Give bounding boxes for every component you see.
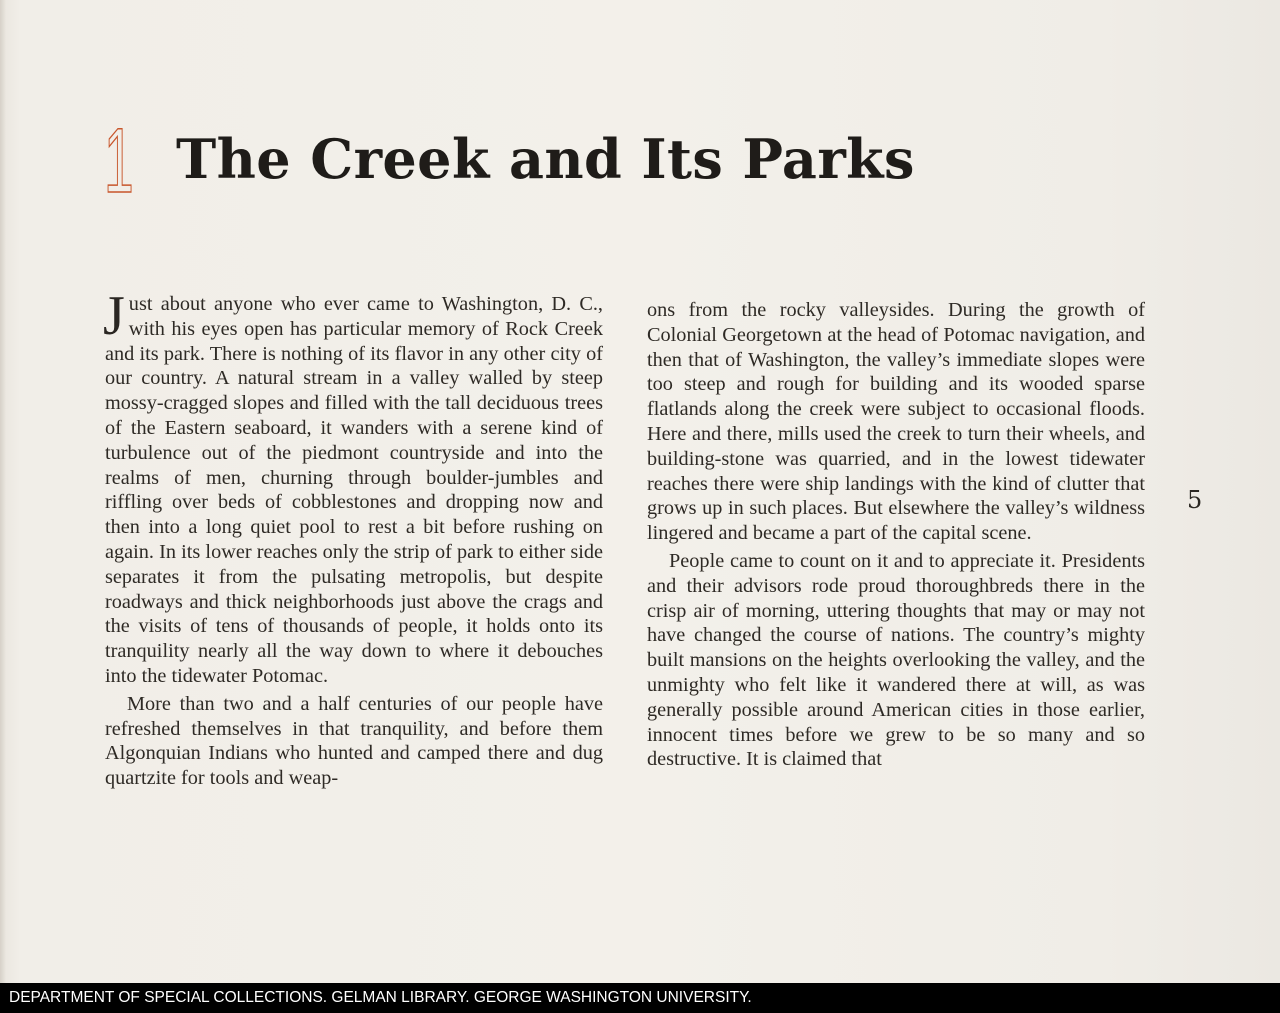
left-column: [103, 285, 603, 791]
right-paragraph-2: People came to count on it and to appreciate it. Presidents and their advisors rode proud thoroughbreds there in the crisp air of morning, uttering thoughts that may or may not have changed the course of nations. The country’s mighty built mansions on the heights overlooking the valley, and the unmighty who felt like it wandered there at will, as was generally possible around American cities in those earlier, innocent times before we grew to be so many and so destructive. It is claimed that: [647, 549, 1145, 771]
spine-shadow: [0, 0, 6, 983]
right-column: [647, 298, 1145, 772]
footer-bar: [0, 983, 1280, 1013]
footer-credit: DEPARTMENT OF SPECIAL COLLECTIONS. GELMAN LIBRARY. GEORGE WASHINGTON UNIVERSITY.: [9, 989, 752, 1006]
left-paragraph-1-text: ust about anyone who ever came to Washington, D. C., with his eyes open has particular memory of Rock Creek and its park. There is nothing of its flavor in any other city of our country. A natural stream in a valley walled by steep mossy-cragged slopes and filled with the tall deciduous trees of the Eastern seaboard, it wanders with a serene kind of turbulence out of the piedmont countryside and into the realms of men, churning through boulder-jumbles and riffling over beds of cobblestones and dropping now and then into a long quiet pool to rest a bit before rushing on again. In its lower reaches only the strip of park to either side separates it from the pulsating metropolis, but despite roadways and thick neighborhoods just above the crags and the visits of tens of thousands of people, it holds onto its tranquility nearly all the way down to where it debouches into the tidewater Potomac.: [105, 293, 603, 687]
left-paragraph-2: More than two and a half centuries of our people have refreshed themselves in that tranquility, and before them Algonquian Indians who hunted and camped there and dug quartzite for tools and weap-: [105, 692, 603, 790]
drop-cap: J: [103, 285, 125, 347]
right-paragraph-1: ons from the rocky valleysides. During the growth of Colonial Georgetown at the head of Potomac navigation, and then that of Washington, the valley’s immediate slopes were too steep and rough for building and its wooded sparse flatlands along the creek were subject to occasional floods. Here and there, mills used the creek to turn their wheels, and building-stone was quarried, and in the lowest tidewater reaches there were ship landings with the kind of clutter that grows up in such places. But elsewhere the valley’s wildness lingered and became a part of the capital scene.: [647, 299, 1145, 545]
page-number: 5: [1187, 486, 1203, 514]
chapter-title: The Creek and Its Parks: [176, 127, 915, 191]
chapter-number: 1: [104, 110, 134, 212]
left-paragraph-1: [103, 285, 603, 689]
